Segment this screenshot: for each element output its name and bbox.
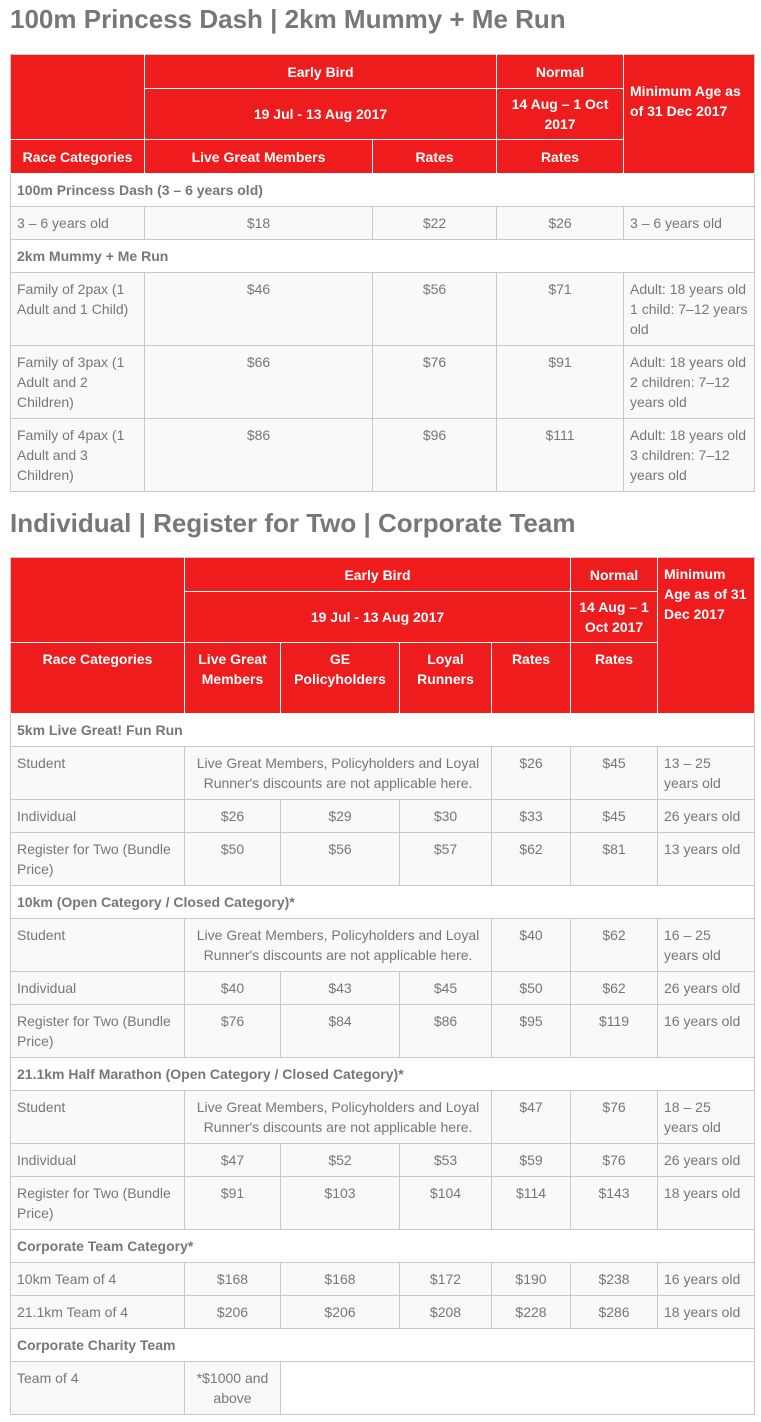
- price-rates: $50: [492, 972, 571, 1005]
- min-age: 3 – 6 years old: [624, 207, 755, 240]
- header-early-bird-dates: 19 Jul - 13 Aug 2017: [145, 89, 497, 140]
- price-normal: $45: [571, 747, 658, 800]
- category-row: Corporate Charity Team: [11, 1329, 755, 1362]
- price-normal: $62: [571, 972, 658, 1005]
- header-min-age: Minimum Age as of 31 Dec 2017: [624, 55, 755, 174]
- race-category: Student: [11, 919, 185, 972]
- race-category: Individual: [11, 1144, 185, 1177]
- header-rates-normal: Rates: [571, 643, 658, 714]
- min-age: Adult: 18 years old 1 child: 7–12 years old: [624, 273, 755, 346]
- category-row: 100m Princess Dash (3 – 6 years old): [11, 174, 755, 207]
- min-age: Adult: 18 years old 2 children: 7–12 years old: [624, 346, 755, 419]
- price-ge-policyholders: $84: [281, 1005, 400, 1058]
- price-live-great: $26: [185, 800, 281, 833]
- category-row: 5km Live Great! Fun Run: [11, 714, 755, 747]
- header-race-categories: Race Categories: [11, 643, 185, 714]
- price-loyal-runners: $30: [400, 800, 492, 833]
- price-rates: $190: [492, 1263, 571, 1296]
- min-age: Adult: 18 years old 3 children: 7–12 years old: [624, 419, 755, 492]
- price-normal: $76: [571, 1144, 658, 1177]
- header-normal: Normal: [497, 55, 624, 89]
- race-category: Register for Two (Bundle Price): [11, 1177, 185, 1230]
- pricing-table-individual-corporate: [10, 557, 755, 1415]
- section-title-kids-family: 100m Princess Dash | 2km Mummy + Me Run: [10, 4, 566, 34]
- price-rates: $62: [492, 833, 571, 886]
- header-loyal-runners: Loyal Runners: [400, 643, 492, 714]
- price-loyal-runners: $57: [400, 833, 492, 886]
- price-rates: $33: [492, 800, 571, 833]
- header-normal-dates: 14 Aug – 1 Oct 2017: [497, 89, 624, 140]
- price-loyal-runners: $86: [400, 1005, 492, 1058]
- header-rates: Rates: [373, 140, 497, 174]
- price-rates: $47: [492, 1091, 571, 1144]
- category-row: 10km (Open Category / Closed Category)*: [11, 886, 755, 919]
- header-ge-policyholders: GE Policyholders: [281, 643, 400, 714]
- race-category: Register for Two (Bundle Price): [11, 1005, 185, 1058]
- race-category: Individual: [11, 972, 185, 1005]
- price-rates: $96: [373, 419, 497, 492]
- price-live-great: $66: [145, 346, 373, 419]
- price-loyal-runners: $45: [400, 972, 492, 1005]
- section-title-individual-corporate: Individual | Register for Two | Corporate Team: [10, 508, 576, 538]
- race-category: Family of 4pax (1 Adult and 3 Children): [11, 419, 145, 492]
- header-normal-dates: 14 Aug – 1 Oct 2017: [571, 592, 658, 643]
- price-ge-policyholders: $43: [281, 972, 400, 1005]
- min-age: 26 years old: [658, 1144, 755, 1177]
- min-age: 18 – 25 years old: [658, 1091, 755, 1144]
- header-blank: [11, 558, 185, 643]
- price-loyal-runners: $172: [400, 1263, 492, 1296]
- race-category: Register for Two (Bundle Price): [11, 833, 185, 886]
- price-rates: $76: [373, 346, 497, 419]
- price-normal: $238: [571, 1263, 658, 1296]
- category-row: Corporate Team Category*: [11, 1230, 755, 1263]
- header-early-bird: Early Bird: [185, 558, 571, 592]
- price-ge-policyholders: $206: [281, 1296, 400, 1329]
- price-normal: $91: [497, 346, 624, 419]
- price-ge-policyholders: $103: [281, 1177, 400, 1230]
- race-category: 10km Team of 4: [11, 1263, 185, 1296]
- price-live-great: $46: [145, 273, 373, 346]
- race-category: Individual: [11, 800, 185, 833]
- race-category: Family of 3pax (1 Adult and 2 Children): [11, 346, 145, 419]
- price-normal: $76: [571, 1091, 658, 1144]
- header-live-great-members: Live Great Members: [145, 140, 373, 174]
- race-category: Family of 2pax (1 Adult and 1 Child): [11, 273, 145, 346]
- price-live-great: $47: [185, 1144, 281, 1177]
- charity-amount: *$1000 and above: [185, 1362, 281, 1415]
- pricing-table-kids-family: [10, 54, 755, 492]
- min-age: 13 years old: [658, 833, 755, 886]
- header-normal: Normal: [571, 558, 658, 592]
- price-ge-policyholders: $29: [281, 800, 400, 833]
- min-age: 18 years old: [658, 1296, 755, 1329]
- category-row: 21.1km Half Marathon (Open Category / Closed Category)*: [11, 1058, 755, 1091]
- discount-note: Live Great Members, Policyholders and Loyal Runner's discounts are not applicable here.: [185, 919, 492, 972]
- race-category: Student: [11, 1091, 185, 1144]
- min-age: 16 years old: [658, 1005, 755, 1058]
- price-loyal-runners: $104: [400, 1177, 492, 1230]
- header-rates: Rates: [492, 643, 571, 714]
- min-age: 18 years old: [658, 1177, 755, 1230]
- min-age: 13 – 25 years old: [658, 747, 755, 800]
- price-normal: $286: [571, 1296, 658, 1329]
- race-category: 21.1km Team of 4: [11, 1296, 185, 1329]
- price-rates: $40: [492, 919, 571, 972]
- price-live-great: $76: [185, 1005, 281, 1058]
- price-normal: $62: [571, 919, 658, 972]
- price-normal: $119: [571, 1005, 658, 1058]
- header-min-age: Minimum Age as of 31 Dec 2017: [658, 558, 755, 714]
- price-rates: $59: [492, 1144, 571, 1177]
- min-age: 16 – 25 years old: [658, 919, 755, 972]
- price-live-great: $18: [145, 207, 373, 240]
- price-live-great: $40: [185, 972, 281, 1005]
- price-live-great: $86: [145, 419, 373, 492]
- header-race-categories: Race Categories: [11, 140, 145, 174]
- price-normal: $143: [571, 1177, 658, 1230]
- price-ge-policyholders: $56: [281, 833, 400, 886]
- price-rates: $228: [492, 1296, 571, 1329]
- price-live-great: $91: [185, 1177, 281, 1230]
- price-rates: $22: [373, 207, 497, 240]
- price-normal: $26: [497, 207, 624, 240]
- race-category: Student: [11, 747, 185, 800]
- price-live-great: $168: [185, 1263, 281, 1296]
- header-blank: [11, 55, 145, 140]
- price-normal: $81: [571, 833, 658, 886]
- price-ge-policyholders: $52: [281, 1144, 400, 1177]
- discount-note: Live Great Members, Policyholders and Loyal Runner's discounts are not applicable here.: [185, 747, 492, 800]
- race-category: Team of 4: [11, 1362, 185, 1415]
- price-normal: $71: [497, 273, 624, 346]
- price-rates: $95: [492, 1005, 571, 1058]
- min-age: 16 years old: [658, 1263, 755, 1296]
- header-early-bird: Early Bird: [145, 55, 497, 89]
- price-loyal-runners: $53: [400, 1144, 492, 1177]
- price-loyal-runners: $208: [400, 1296, 492, 1329]
- price-live-great: $50: [185, 833, 281, 886]
- discount-note: Live Great Members, Policyholders and Loyal Runner's discounts are not applicable here.: [185, 1091, 492, 1144]
- price-normal: $45: [571, 800, 658, 833]
- price-rates: $26: [492, 747, 571, 800]
- header-live-great-members: Live Great Members: [185, 643, 281, 714]
- price-rates: $56: [373, 273, 497, 346]
- price-rates: $114: [492, 1177, 571, 1230]
- header-early-bird-dates: 19 Jul - 13 Aug 2017: [185, 592, 571, 643]
- category-row: 2km Mummy + Me Run: [11, 240, 755, 273]
- min-age: 26 years old: [658, 800, 755, 833]
- empty-cell: [281, 1362, 755, 1415]
- min-age: 26 years old: [658, 972, 755, 1005]
- price-normal: $111: [497, 419, 624, 492]
- race-category: 3 – 6 years old: [11, 207, 145, 240]
- header-rates-normal: Rates: [497, 140, 624, 174]
- price-ge-policyholders: $168: [281, 1263, 400, 1296]
- price-live-great: $206: [185, 1296, 281, 1329]
